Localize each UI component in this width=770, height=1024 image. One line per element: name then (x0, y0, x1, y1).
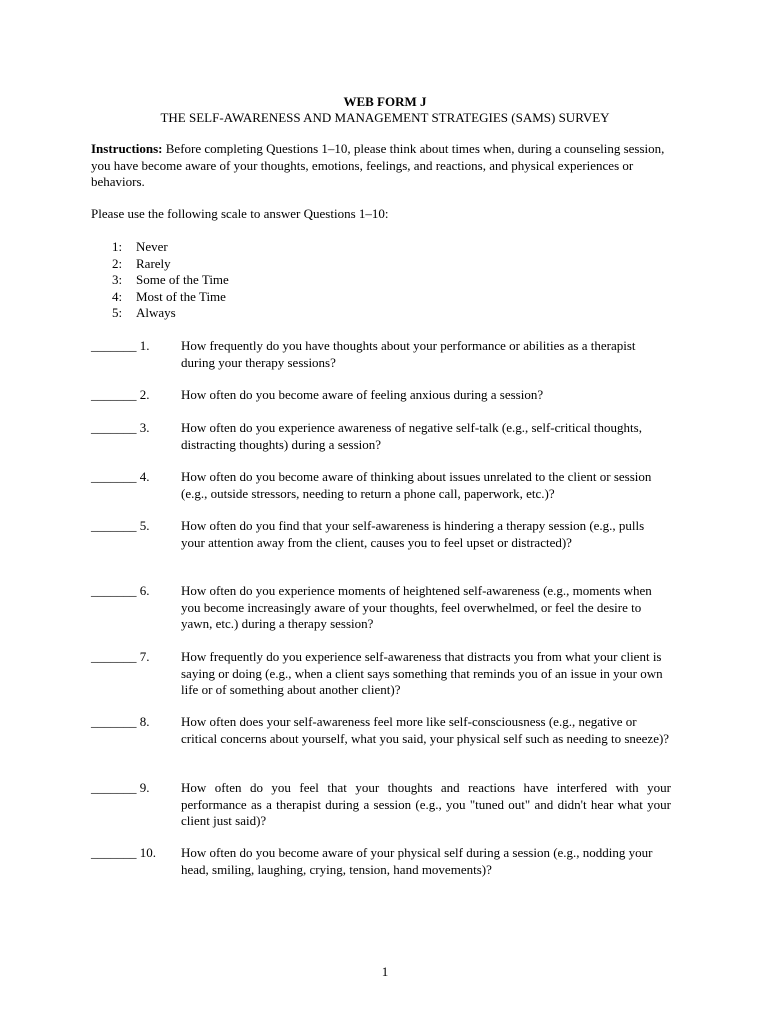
scale-number: 2: (112, 255, 123, 271)
question-7 (91, 649, 691, 699)
question-text: How often does your self-awareness feel more like self-consciousness (e.g., negative or critical concerns about yourself, what you said, your physical self such as needing to sneeze)? (181, 714, 670, 746)
answer-blank[interactable]: _______ 2. (91, 387, 150, 402)
scale-item (112, 256, 229, 273)
question-text: How often do you become aware of feeling anxious during a session? (181, 387, 544, 402)
question-6 (91, 583, 691, 633)
question-8 (91, 714, 691, 747)
question-3 (91, 420, 691, 453)
scale-label: Most of the Time (136, 288, 226, 304)
scale-number: 3: (112, 272, 123, 287)
question-9 (91, 780, 691, 830)
answer-blank[interactable]: _______ 8. (91, 714, 150, 729)
answer-blank[interactable]: _______ 3. (91, 420, 150, 435)
scale-label: Some of the Time (136, 272, 229, 287)
page-number: 1 (381, 964, 389, 979)
question-text: How often do you experience awareness of negative self-talk (e.g., self-critical thoughts, distracting thoughts) during a session? (181, 420, 642, 452)
instructions-text: Before completing Questions 1–10, please think about times when, during a counseling session, you have become aware of your thoughts, emotions, feelings, and reactions, and physical experiences or behaviors. (91, 141, 665, 189)
answer-blank[interactable]: _______ 10. (91, 845, 156, 860)
form-title: WEB FORM J (343, 94, 427, 109)
question-text: How frequently do you have thoughts about your performance or abilities as a therapist during your therapy sessions? (181, 338, 636, 370)
question-text: How often do you feel that your thoughts and reactions have interfered with your performance as a therapist during a session (e.g., you "tuned out" and didn't hear what your client just said)? (181, 780, 671, 828)
answer-blank[interactable]: _______ 7. (91, 649, 150, 664)
scale-label: Never (136, 239, 168, 254)
scale-item (112, 272, 229, 289)
instructions-paragraph (91, 141, 671, 191)
scale-label: Always (136, 305, 176, 320)
survey-title: THE SELF-AWARENESS AND MANAGEMENT STRATEGIES (SAMS) SURVEY (160, 110, 610, 125)
scale-list (112, 239, 229, 322)
scale-item (112, 289, 229, 306)
question-5 (91, 518, 691, 551)
answer-blank[interactable]: _______ 4. (91, 469, 150, 484)
answer-blank[interactable]: _______ 5. (91, 518, 150, 533)
scale-item (112, 239, 229, 256)
question-text: How often do you become aware of thinking about issues unrelated to the client or session (e.g., outside stressors, needing to return a phone call, paperwork, etc.)? (181, 469, 652, 501)
question-text: How often do you find that your self-awareness is hindering a therapy session (e.g., pulls your attention away from the client, causes you to feel upset or distracted)? (181, 518, 645, 550)
scale-intro: Please use the following scale to answer Questions 1–10: (91, 206, 389, 221)
question-text: How often do you become aware of your physical self during a session (e.g., nodding your head, smiling, laughing, crying, tension, hand movements)? (181, 845, 653, 877)
scale-label: Rarely (136, 255, 171, 271)
scale-number: 1: (112, 239, 123, 254)
question-text: How frequently do you experience self-awareness that distracts you from what your client is saying or doing (e.g., when a client says something that reminds you of an issue in your own life or of something about another client)? (181, 649, 663, 697)
scale-item (112, 305, 229, 322)
answer-blank[interactable]: _______ 1. (91, 338, 150, 353)
instructions-label: Instructions: (91, 141, 163, 156)
question-4 (91, 469, 691, 502)
scale-number: 4: (112, 288, 123, 304)
question-2 (91, 387, 691, 404)
scale-number: 5: (112, 305, 123, 320)
question-text: How often do you experience moments of heightened self-awareness (e.g., moments when you become increasingly aware of your thoughts, feel overwhelmed, or feel the desire to yawn, etc.) during a therapy session? (181, 583, 652, 631)
question-1 (91, 338, 691, 371)
question-10 (91, 845, 691, 878)
answer-blank[interactable]: _______ 6. (91, 583, 150, 598)
answer-blank[interactable]: _______ 9. (91, 780, 150, 795)
